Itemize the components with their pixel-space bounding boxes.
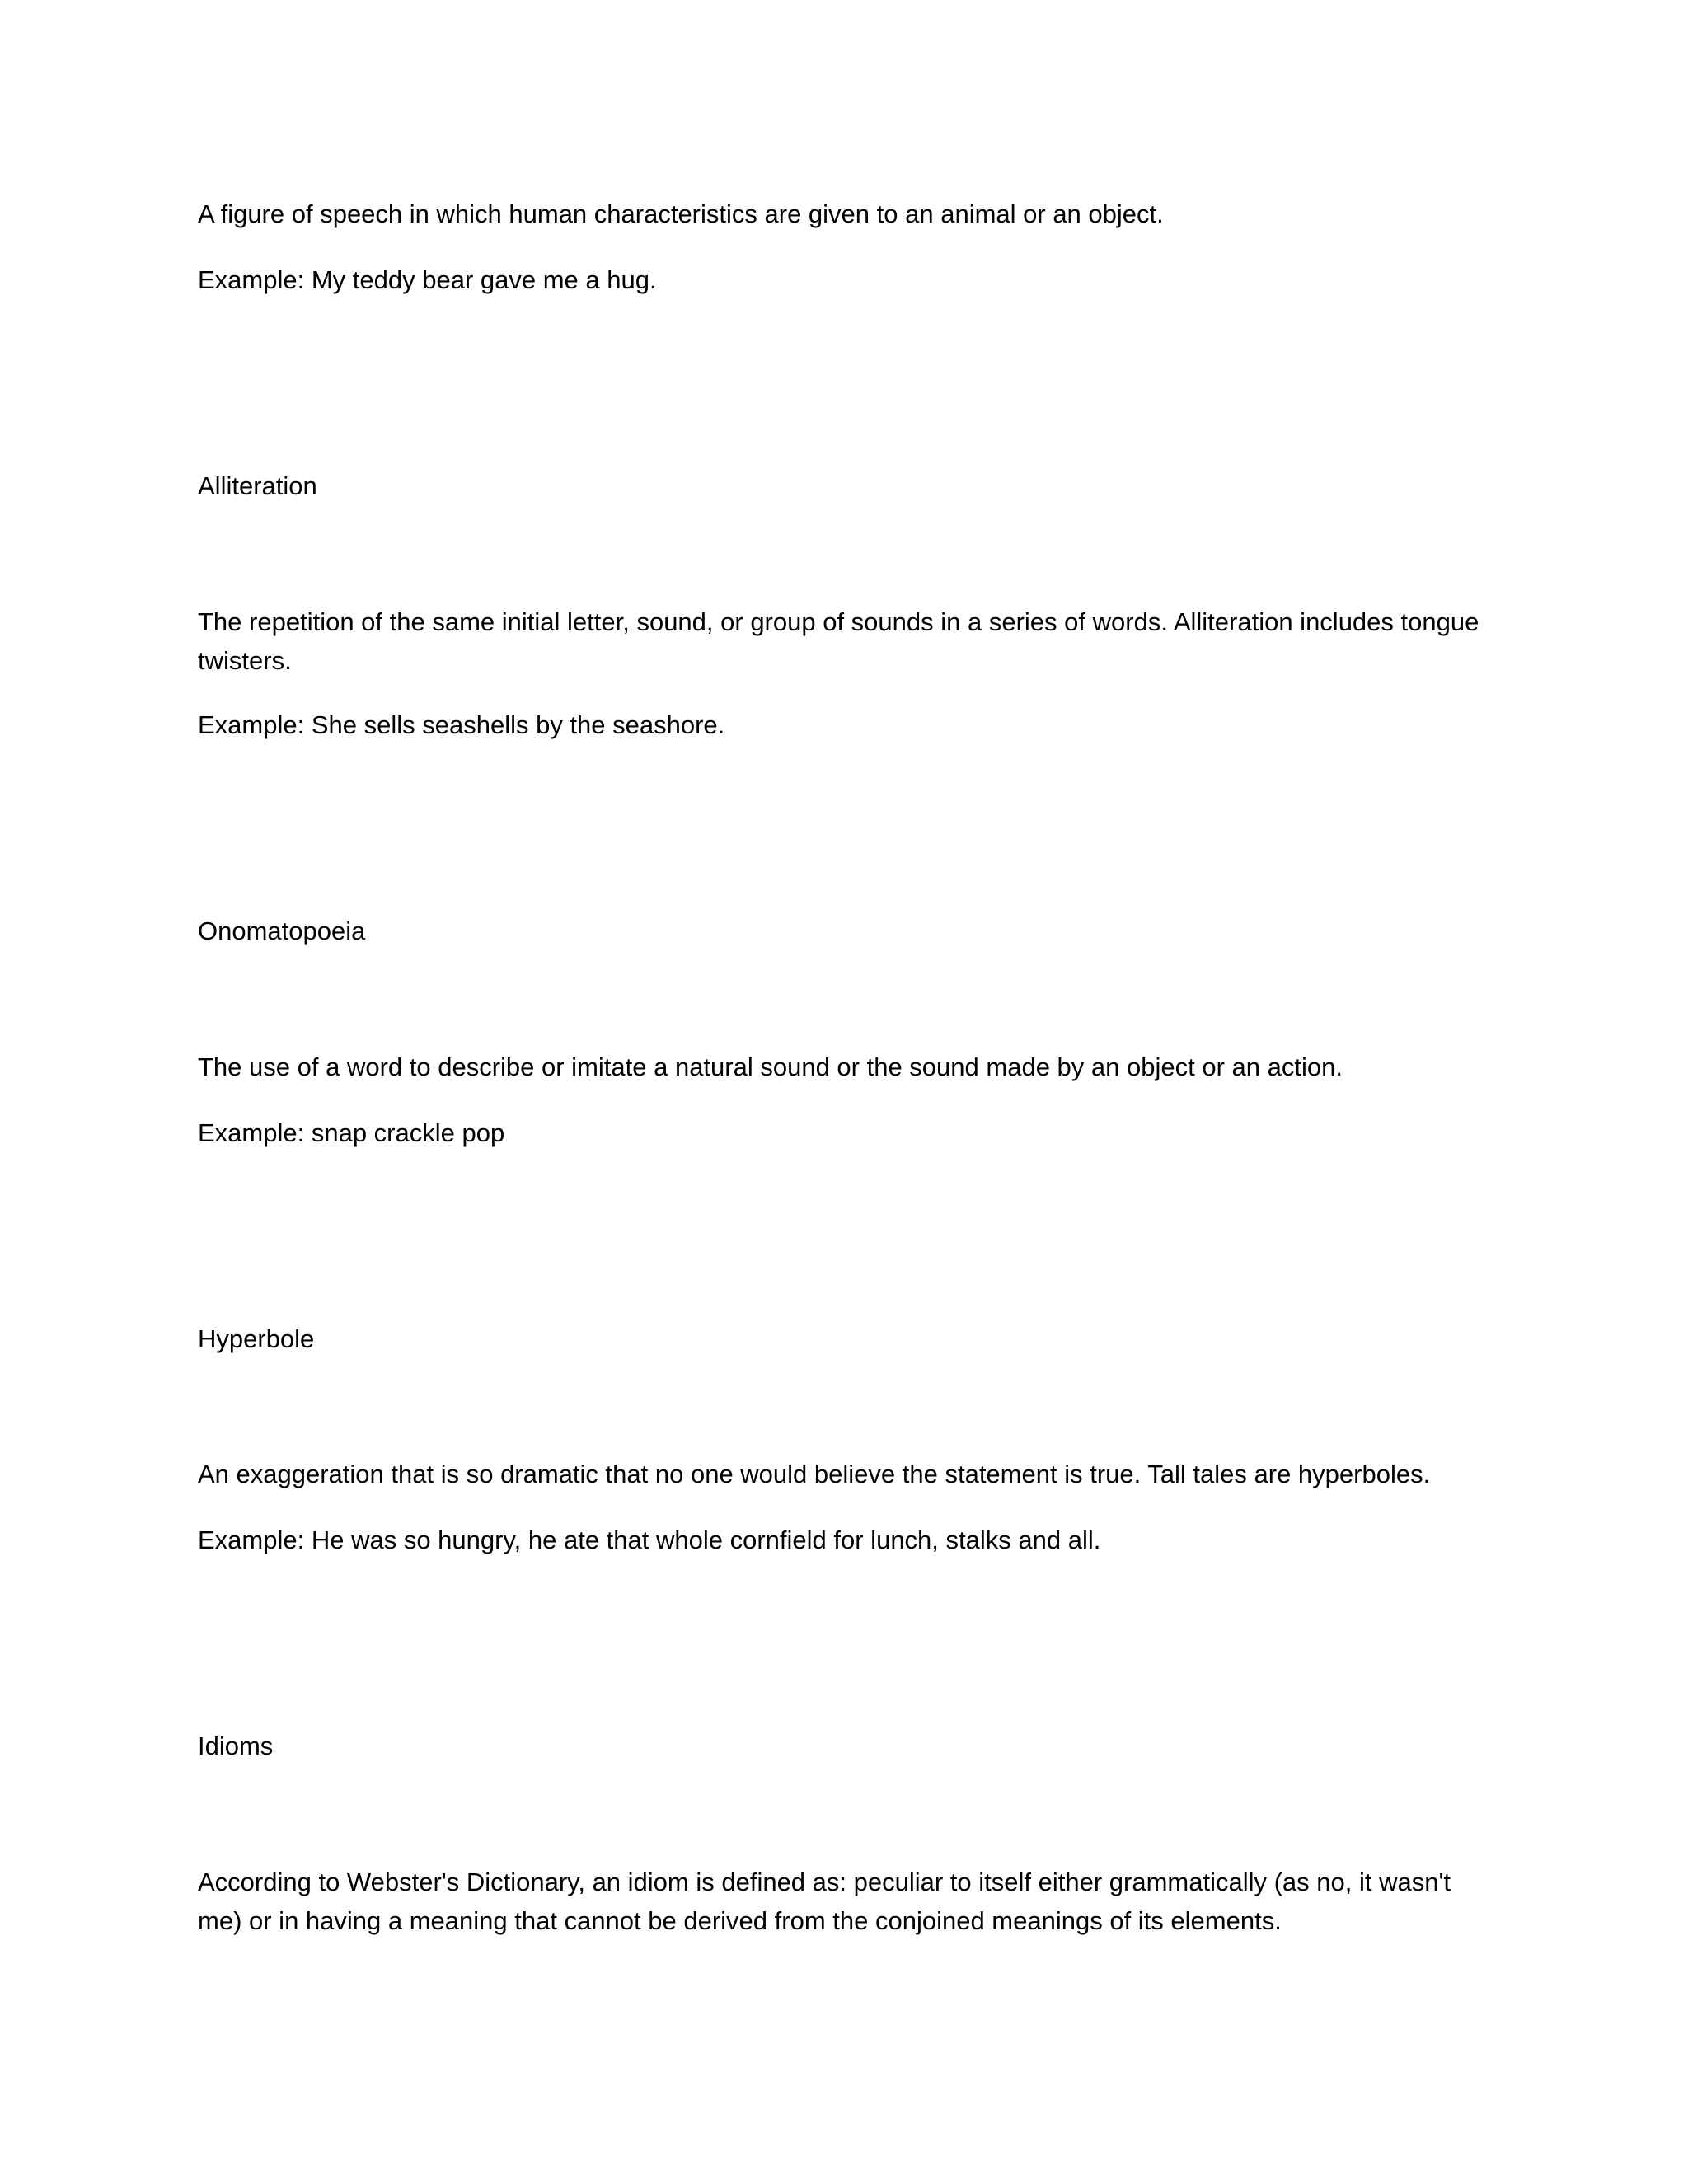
idioms-definition: According to Webster's Dictionary, an idiom is defined as: peculiar to itself either grammatically (as no, it wasn't me) or in having a meaning that cannot be derived from the conjoined meanings of its elements. [198, 1868, 1451, 1935]
onomatopoeia-definition: The use of a word to describe or imitate a natural sound or the sound made by an object or an action. [198, 1052, 1343, 1081]
hyperbole-definition: An exaggeration that is so dramatic that no one would believe the statement is true. Tall tales are hyperboles. [198, 1460, 1431, 1488]
alliteration-definition: The repetition of the same initial letter, sound, or group of sounds in a series of words. Alliteration includes tongue twisters. [198, 607, 1479, 675]
term-idioms: Idioms [198, 1732, 274, 1760]
term-alliteration: Alliteration [198, 471, 317, 500]
term-onomatopoeia: Onomatopoeia [198, 916, 366, 945]
personification-example: Example: My teddy bear gave me a hug. [198, 265, 657, 294]
alliteration-example: Example: She sells seashells by the seashore. [198, 710, 725, 739]
personification-definition: A figure of speech in which human characteristics are given to an animal or an object. [198, 199, 1164, 228]
onomatopoeia-example: Example: snap crackle pop [198, 1118, 505, 1147]
term-hyperbole: Hyperbole [198, 1324, 315, 1353]
hyperbole-example: Example: He was so hungry, he ate that whole cornfield for lunch, stalks and all. [198, 1526, 1101, 1554]
